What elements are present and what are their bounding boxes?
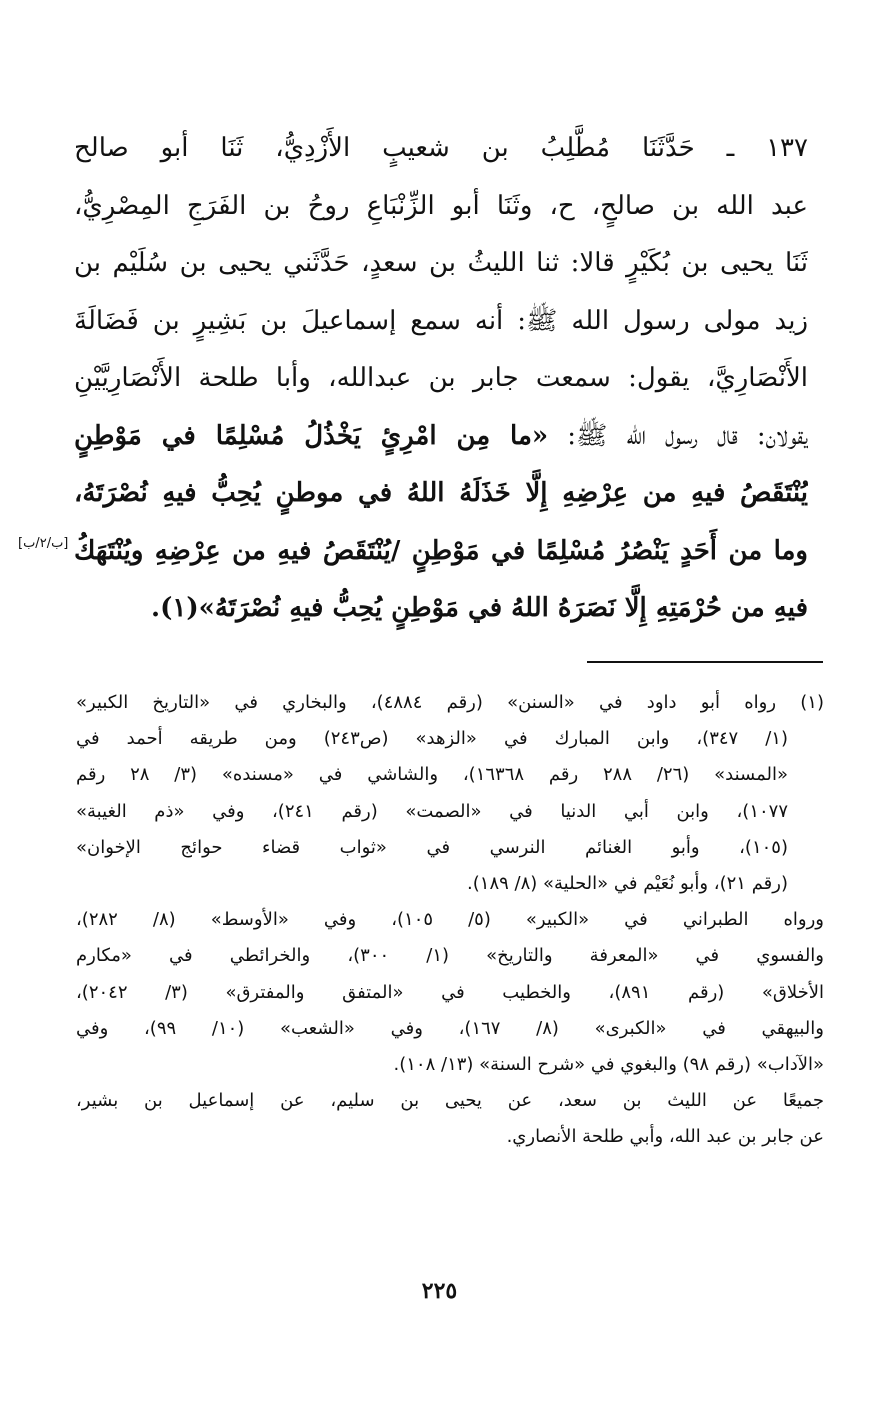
footnote-line-1: (١) رواه أبو داود في «السنن» (رقم ٤٨٨٤)، والبخاري في «التاريخ الكبير» [76, 692, 824, 713]
footnote-divider [587, 661, 823, 663]
hadith-line-9: فيهِ من حُرْمَتِهِ إِلَّا نَصَرَهُ اللهُ في مَوْطِنٍ يُحِبُّ فيهِ نُصْرَتَهُ»(١). [151, 593, 808, 623]
hadith-quote-start: «ما مِن امْرِئٍ يَخْذُلُ مُسْلِمًا في مَوْطِنٍ [74, 420, 549, 451]
footnote-line-7: ورواه الطبراني في «الكبير» (٥/ ١٠٥)، وفي «الأوسط» (٨/ ٢٨٢)، [76, 909, 824, 931]
hadith-line-6 [74, 408, 808, 466]
hadith-line-2: عبد الله بن صالحٍ، ح، وثَنَا أبو الزِّنْبَاعِ روحُ بن الفَرَجِ المِصْرِيُّ، [74, 190, 808, 221]
footnote-line-10: والبيهقي في «الكبرى» (٨/ ١٦٧)، وفي «الشعب» (١٠/ ٩٩)، وفي [76, 1017, 824, 1039]
hadith-line-8: وما من أَحَدٍ يَنْصُرُ مُسْلِمًا في مَوْطِنٍ /يُنْتَقَصُ فيهِ من عِرْضِهِ ويُنْتَهَكُ [74, 535, 808, 566]
hadith-line-4: زيد مولى رسول الله ﷺ: أنه سمع إسماعيلَ بن بَشِيرٍ بن فَضَالَةَ [74, 305, 808, 336]
hadith-line-7: يُنْتَقَصُ فيهِ من عِرْضِهِ إِلَّا خَذَلَهُ اللهُ في موطنٍ يُحِبُّ فيهِ نُصْرَتَهُ، [74, 478, 808, 508]
hadith-line-5: الأَنْصَارِيَّ، يقول: سمعت جابر بن عبدالله، وأبا طلحة الأَنْصَارِيَّيْنِ [74, 363, 808, 393]
footnote-line-13: عن جابر بن عبد الله، وأبي طلحة الأنصاري. [506, 1126, 824, 1148]
footnote-line-8: والفسوي في «المعرفة والتاريخ» (١/ ٣٠٠)، والخرائطي في «مكارم [76, 945, 824, 967]
footnote-line-9: الأخلاق» (رقم ٨٩١)، والخطيب في «المتفق والمفترق» (٣/ ٢٠٤٢)، [76, 981, 824, 1003]
footnote-line-11: «الآداب» (رقم ٩٨) والبغوي في «شرح السنة» (١٣/ ١٠٨). [393, 1053, 824, 1075]
hadith-text [74, 120, 808, 638]
page-number: ٢٢٥ [421, 1278, 458, 1304]
footnote-line-2: (١/ ٣٤٧)، وابن المبارك في «الزهد» (ص٢٤٣) ومن طريقه أحمد في [76, 728, 788, 750]
footnote-line-4: ١٠٧٧)، وابن أبي الدنيا في «الصمت» (رقم ٢٤١)، وفي «ذم الغيبة» [76, 800, 788, 822]
footnote-line-6: (رقم ٢١)، وأبو نُعَيْم في «الحلية» (٨/ ١٨٩). [467, 872, 788, 894]
footnotes [76, 685, 824, 1155]
footnote-line-5: (١٠٥)، وأبو الغنائم النرسي في «ثواب قضاء حوائج الإخوان» [76, 836, 788, 858]
hadith-line-6-intro: يقولان: قال رسول الله ﷺ: [548, 420, 808, 451]
footnote-line-12: جميعًا عن الليث بن سعد، عن يحيى بن سليم، عن إسماعيل بن بشير، [76, 1090, 824, 1112]
manuscript-folio-note: [ب/٢/ب] [18, 536, 69, 551]
hadith-line-3: ثَنَا يحيى بن بُكَيْرٍ قالا: ثنا الليثُ بن سعدٍ، حَدَّثَني يحيى بن سُلَيْم بن [74, 248, 808, 278]
hadith-line-1: ١٣٧ ـ حَدَّثَنَا مُطَّلِبُ بن شعيبٍ الأَزْدِيُّ، ثَنَا أبو صالح [74, 133, 808, 163]
footnote-line-3: «المسند» (٢٦/ ٢٨٨ رقم ١٦٣٦٨)، والشاشي في «مسنده» (٣/ ٢٨ رقم [76, 764, 788, 786]
